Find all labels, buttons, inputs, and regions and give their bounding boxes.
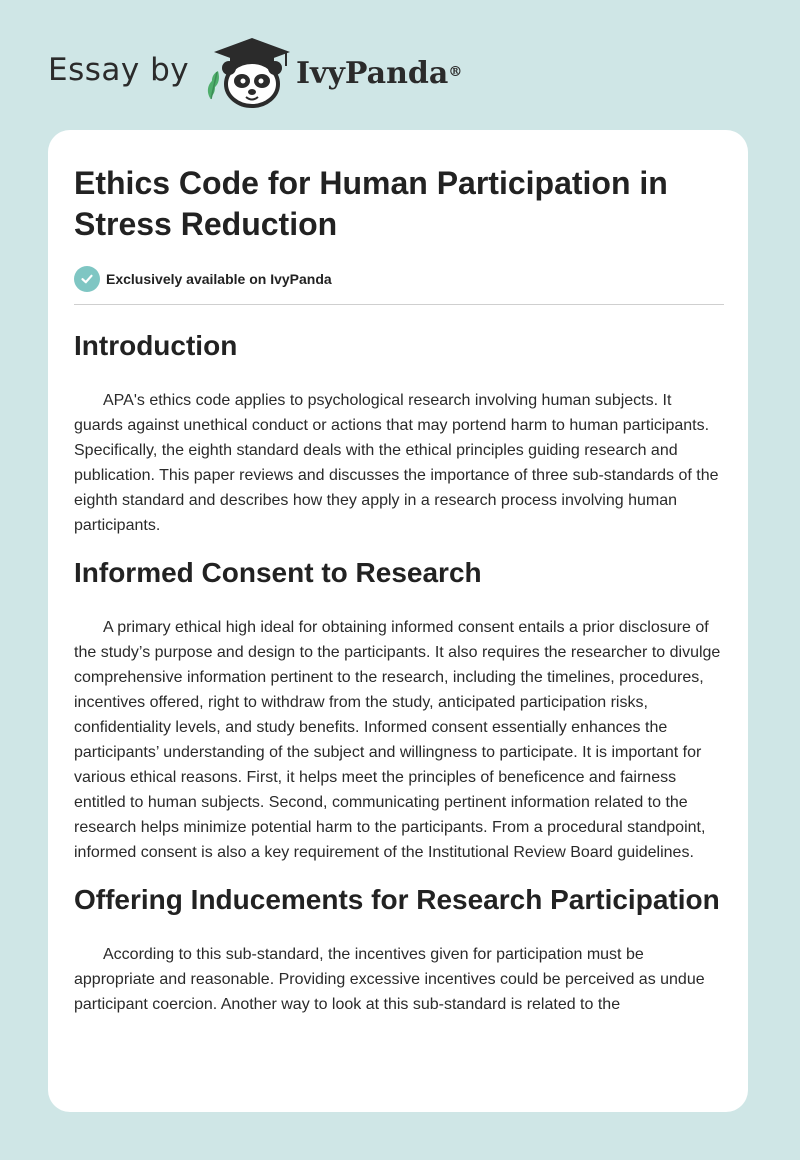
section-heading-informed-consent: Informed Consent to Research [74, 557, 482, 588]
article-title: Ethics Code for Human Participation in Stress Reduction [74, 165, 668, 242]
section-body-introduction: APA's ethics code applies to psychological research involving human subjects. It guards against unethical conduct or actions that may portend harm to human participants. Specifically, the eighth standard deals with the ethical principles guiding research and publication. This paper reviews and discusses the importance of three sub-standards of the eighth standard and describes how they apply in a research process involving human participants. [74, 392, 719, 534]
brand-name-text: IvyPanda [296, 56, 449, 91]
divider [74, 304, 724, 305]
registered-mark: ® [448, 64, 463, 80]
exclusive-badge [74, 265, 724, 293]
ivypanda-logo-icon[interactable] [200, 36, 296, 110]
brand-name[interactable] [296, 54, 462, 94]
section-body-inducements: According to this sub-standard, the incentives given for participation must be appropriate and reasonable. Providing excessive incentives could be perceived as undue participant coercion. Another way to look at this sub-standard is related to the [74, 946, 705, 1013]
brand-prefix: Essay by [48, 52, 190, 88]
checkmark-icon [74, 266, 100, 292]
section-heading-introduction: Introduction [74, 330, 238, 361]
article-content [74, 130, 724, 1017]
exclusive-label: Exclusively available on IvyPanda [106, 271, 332, 287]
site-header [0, 0, 800, 130]
section-heading-inducements: Offering Inducements for Research Participation [74, 884, 720, 915]
section-body-informed-consent: A primary ethical high ideal for obtaining informed consent entails a prior disclosure of the study’s purpose and design to the participants. It also requires the researcher to divulge comprehensive information pertinent to the research, including the timelines, procedures, incentives offered, right to withdraw from the study, anticipated participation risks, confidentiality levels, and study benefits. Informed consent essentially enhances the participants’ understanding of the subject and willingness to participate. It is important for various ethical reasons. First, it helps meet the principles of beneficence and fairness entitled to human subjects. Second, communicating pertinent information related to the research helps minimize potential harm to the participants. From a procedural standpoint, informed consent is also a key requirement of the Institutional Review Board guidelines. [74, 619, 721, 861]
article-card [48, 130, 748, 1112]
